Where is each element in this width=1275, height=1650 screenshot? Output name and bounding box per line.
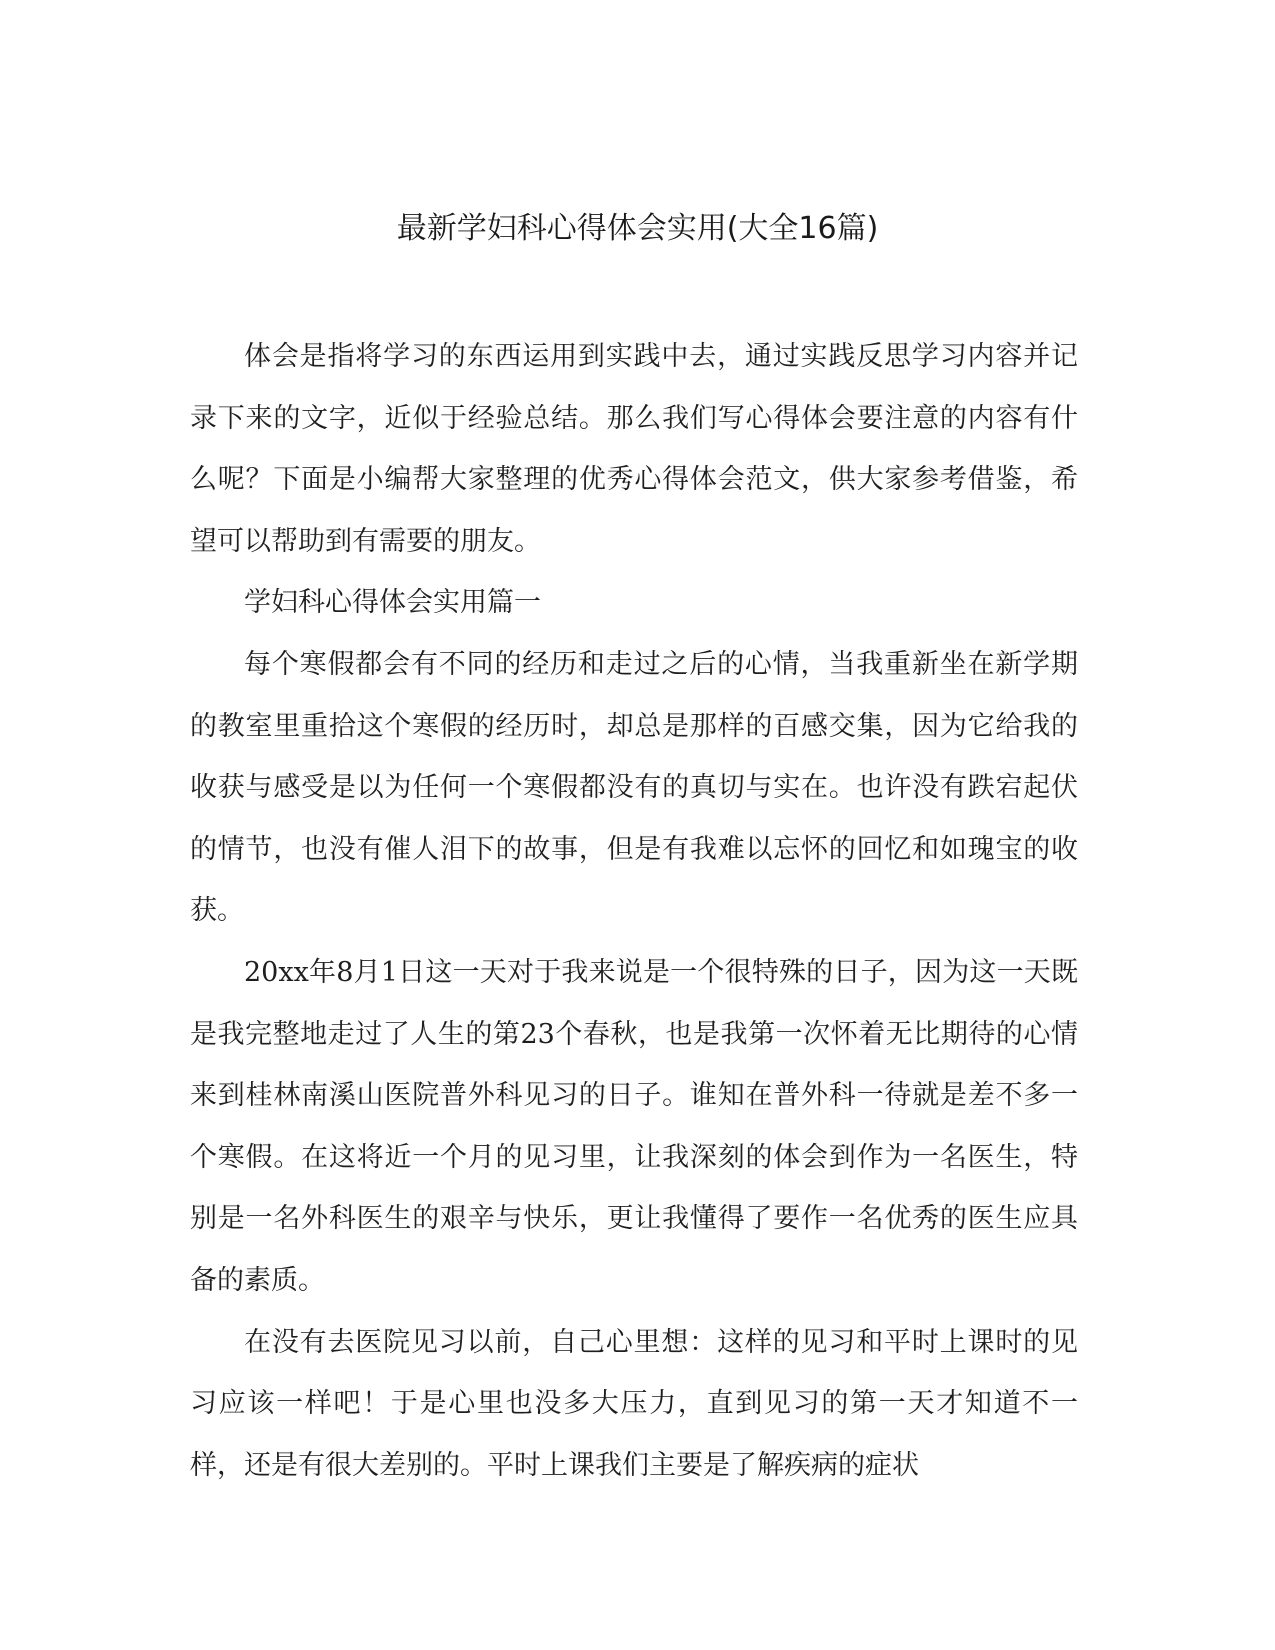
document-title: 最新学妇科心得体会实用(大全16篇) (396, 211, 879, 246)
section-heading: 学妇科心得体会实用篇一 (244, 587, 541, 619)
document-body (190, 326, 1078, 1496)
body-paragraph: 在没有去医院见习以前，自己心里想：这样的见习和平时上课时的见习应该一样吧！于是心里也没多大压力，直到见习的第一天才知道不一样，还是有很大差别的。平时上课我们主要是了解疾病的症状 (190, 1326, 1078, 1481)
body-paragraph: 每个寒假都会有不同的经历和走过之后的心情，当我重新坐在新学期的教室里重拾这个寒假的经历时，却总是那样的百感交集，因为它给我的收获与感受是以为任何一个寒假都没有的真切与实在。也许没有跌宕起伏的情节，也没有催人泪下的故事，但是有我难以忘怀的回忆和如瑰宝的收获。 (190, 648, 1078, 927)
body-paragraph: 20xx年8月1日这一天对于我来说是一个很特殊的日子，因为这一天既是我完整地走过了人生的第23个春秋，也是我第一次怀着无比期待的心情来到桂林南溪山医院普外科见习的日子。谁知在普外科一待就是差不多一个寒假。在这将近一个月的见习里，让我深刻的体会到作为一名医生，特别是一名外科医生的艰辛与快乐，更让我懂得了要作一名优秀的医生应具备的素质。 (190, 956, 1078, 1296)
intro-paragraph: 体会是指将学习的东西运用到实践中去，通过实践反思学习内容并记录下来的文字，近似于经验总结。那么我们写心得体会要注意的内容有什么呢？下面是小编帮大家整理的优秀心得体会范文，供大家参考借鉴，希望可以帮助到有需要的朋友。 (190, 341, 1078, 557)
